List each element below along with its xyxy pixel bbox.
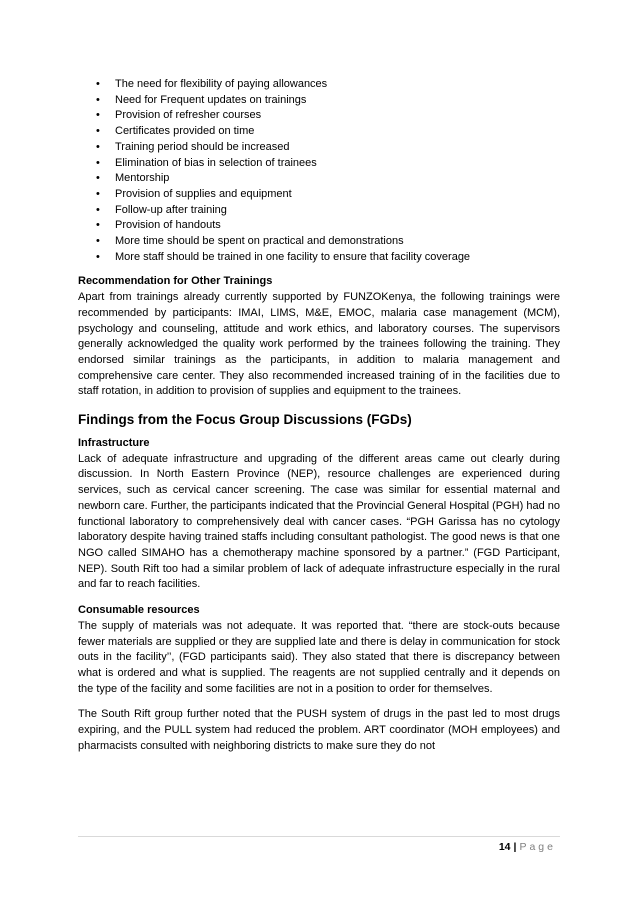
page-number: 14 xyxy=(498,841,511,853)
list-item: • Certificates provided on time xyxy=(78,124,560,140)
bullet-icon: • xyxy=(96,219,100,232)
list-item: • Follow-up after training xyxy=(78,203,560,219)
list-item: • Provision of refresher courses xyxy=(78,108,560,124)
list-item: • More staff should be trained in one facility to ensure that facility coverage xyxy=(78,250,560,266)
page-content xyxy=(78,77,560,754)
list-item: • Mentorship xyxy=(78,171,560,187)
bullet-icon: • xyxy=(96,156,100,169)
bullet-icon: • xyxy=(96,140,100,153)
consumables-paragraph: The supply of materials was not adequate. It was reported that. “there are stock-outs because fewer materials are supplied or they are supplied late and there is delay in communication for stock outs in the facility’’, (FGD participants said). They also stated that there is discrepancy between what is ordered and what is supplied. The reagents are not supplied centrally and it depends on the type of the facility and some facilities are not in a position to order for themselves. xyxy=(78,619,560,695)
south-rift-paragraph: The South Rift group further noted that the PUSH system of drugs in the past led to most drugs expiring, and the PULL system had reduced the problem. ART coordinator (MOH employees) and pharmacists consulted with neighboring districts to make sure they do not xyxy=(78,708,560,752)
infrastructure-heading: Infrastructure xyxy=(78,437,150,450)
page-footer xyxy=(78,836,560,853)
spacer xyxy=(78,593,560,603)
bullet-icon: • xyxy=(96,172,100,185)
bullet-icon: • xyxy=(96,235,100,248)
list-item: • Need for Frequent updates on trainings xyxy=(78,93,560,109)
infrastructure-paragraph: Lack of adequate infrastructure and upgrading of the different areas came out clearly during discussion. In North Eastern Province (NEP), resource challenges are experienced during services, such as cervical cancer screening. The case was similar for essential maternal and newborn care. Further, the participants indicated that the Provincial General Hospital (PGH) had no functional laboratory to comprehensively deal with cancer cases. “PGH Garissa has no cytology laboratory despite having trained staffs including consultant pathologist. The good news is that one NGO called SIMAHO has a chemotherapy machine sponsored by a partner.” (FGD Participant, NEP). South Rift too had a similar problem of lack of adequate infrastructure especially in the rural and far to reach facilities. xyxy=(78,452,560,591)
other-trainings-paragraph: Apart from trainings already currently supported by FUNZOKenya, the following trainings were recommended by participants: IMAI, LIMS, M&E, EMOC, malaria case management (MCM), psychology and counseling, attitude and work ethics, and laboratory courses. The supervisors generally acknowledged the quality work performed by the trainees following the training. They endorsed similar trainings as the participants, in addition to malaria management and comprehensive care center. They also recommended increased training of in the facilities due to staff rotation, in addition to provision of supplies and equipment to the trainees. xyxy=(78,291,560,398)
spacer xyxy=(78,265,560,274)
list-item: • Elimination of bias in selection of trainees xyxy=(78,156,560,172)
list-item: • Provision of handouts xyxy=(78,218,560,234)
bullet-icon: • xyxy=(96,203,100,216)
list-item: • Training period should be increased xyxy=(78,140,560,156)
bullet-icon: • xyxy=(96,125,100,138)
list-item: • The need for flexibility of paying allowances xyxy=(78,77,560,93)
page-number-label xyxy=(499,841,556,853)
bullet-icon: • xyxy=(96,109,100,122)
spacer xyxy=(78,697,560,707)
consumables-heading: Consumable resources xyxy=(78,604,200,617)
footer-separator: | xyxy=(513,841,517,853)
bullet-icon: • xyxy=(96,93,100,106)
bullet-icon: • xyxy=(96,187,100,200)
fgd-section-title: Findings from the Focus Group Discussions (FGDs) xyxy=(78,412,412,428)
bullet-icon: • xyxy=(96,78,100,90)
list-item: • Provision of supplies and equipment xyxy=(78,187,560,203)
list-item: • More time should be spent on practical and demonstrations xyxy=(78,234,560,250)
other-trainings-heading: Recommendation for Other Trainings xyxy=(78,275,273,288)
bullet-icon: • xyxy=(96,250,100,263)
page-label: Page xyxy=(519,841,556,853)
recommendation-bullet-list xyxy=(78,77,560,265)
